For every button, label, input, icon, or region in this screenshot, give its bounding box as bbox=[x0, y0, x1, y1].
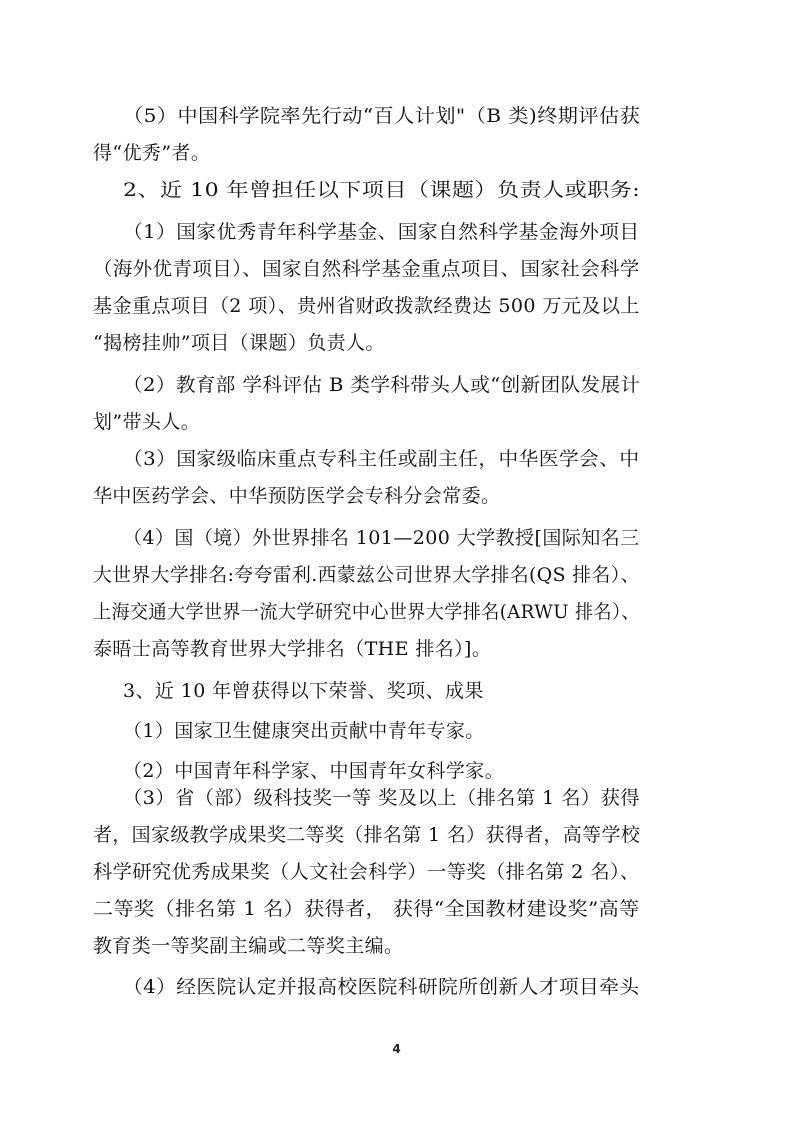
paragraph-line: 科学研究优秀成果奖（人文社会科学）一等奖（排名第 2 名）、 bbox=[93, 861, 640, 883]
paragraph-line: （3）国家级临床重点专科主任或副主任，中华医学会、中 bbox=[123, 448, 640, 470]
paragraph-line: 大世界大学排名:夸夸雷利.西蒙兹公司世界大学排名(QS 排名）、 bbox=[93, 564, 640, 586]
paragraph-line: 者，国家级教学成果奖二等奖（排名第 1 名）获得者，高等学校 bbox=[93, 824, 641, 846]
paragraph-line: 基金重点项目（2 项）、贵州省财政拨款经费达 500 万元及以上 bbox=[93, 295, 640, 317]
paragraph-line: 二等奖（排名第 1 名）获得者， 获得“全国教材建设奖”高等 bbox=[93, 898, 640, 920]
paragraph-line: （1）国家优秀青年科学基金、国家自然科学基金海外项目 bbox=[123, 221, 640, 243]
paragraph-line: （4）国（境）外世界排名 101—200 大学教授[国际知名三 bbox=[123, 527, 640, 549]
paragraph-line: “揭榜挂帅”项目（课题）负责人。 bbox=[93, 332, 385, 354]
paragraph-line: 上海交通大学世界一流大学研究中心世界大学排名(ARWU 排名）、 bbox=[93, 601, 640, 623]
page-number: 4 bbox=[392, 1042, 401, 1056]
paragraph-line: 划”带头人。 bbox=[93, 411, 201, 433]
paragraph-line: （海外优青项目）、国家自然科学基金重点项目、国家社会科学 bbox=[93, 258, 640, 280]
paragraph-line: （2）教育部 学科评估 B 类学科带头人或“创新团队发展计 bbox=[123, 374, 641, 396]
paragraph-line: 得“优秀”者。 bbox=[93, 142, 211, 164]
section-heading: 3、近 10 年曾获得以下荣誉、奖项、成果 bbox=[123, 680, 484, 702]
paragraph-line: （1）国家卫生健康突出贡献中青年专家。 bbox=[123, 720, 485, 742]
paragraph-line: （3）省（部）级科技奖一等 奖及以上（排名第 1 名）获得 bbox=[123, 787, 640, 809]
paragraph-line: （2）中国青年科学家、中国青年女科学家。 bbox=[123, 760, 505, 782]
paragraph-line: 教育类一等奖副主编或二等奖主编。 bbox=[93, 935, 404, 957]
paragraph-line: 泰晤士高等教育世界大学排名（THE 排名）]。 bbox=[93, 638, 492, 660]
paragraph-line: 华中医药学会、中华预防医学会专科分会常委。 bbox=[93, 485, 501, 507]
paragraph-line: （4）经医院认定并报高校医院科研院所创新人才项目牵头 bbox=[123, 976, 640, 998]
paragraph-line: （5）中国科学院率先行动“百人计划"（B 类)终期评估获 bbox=[123, 105, 641, 127]
section-heading: 2、近 10 年曾担任以下项目（课题）负责人或职务: bbox=[123, 179, 641, 201]
